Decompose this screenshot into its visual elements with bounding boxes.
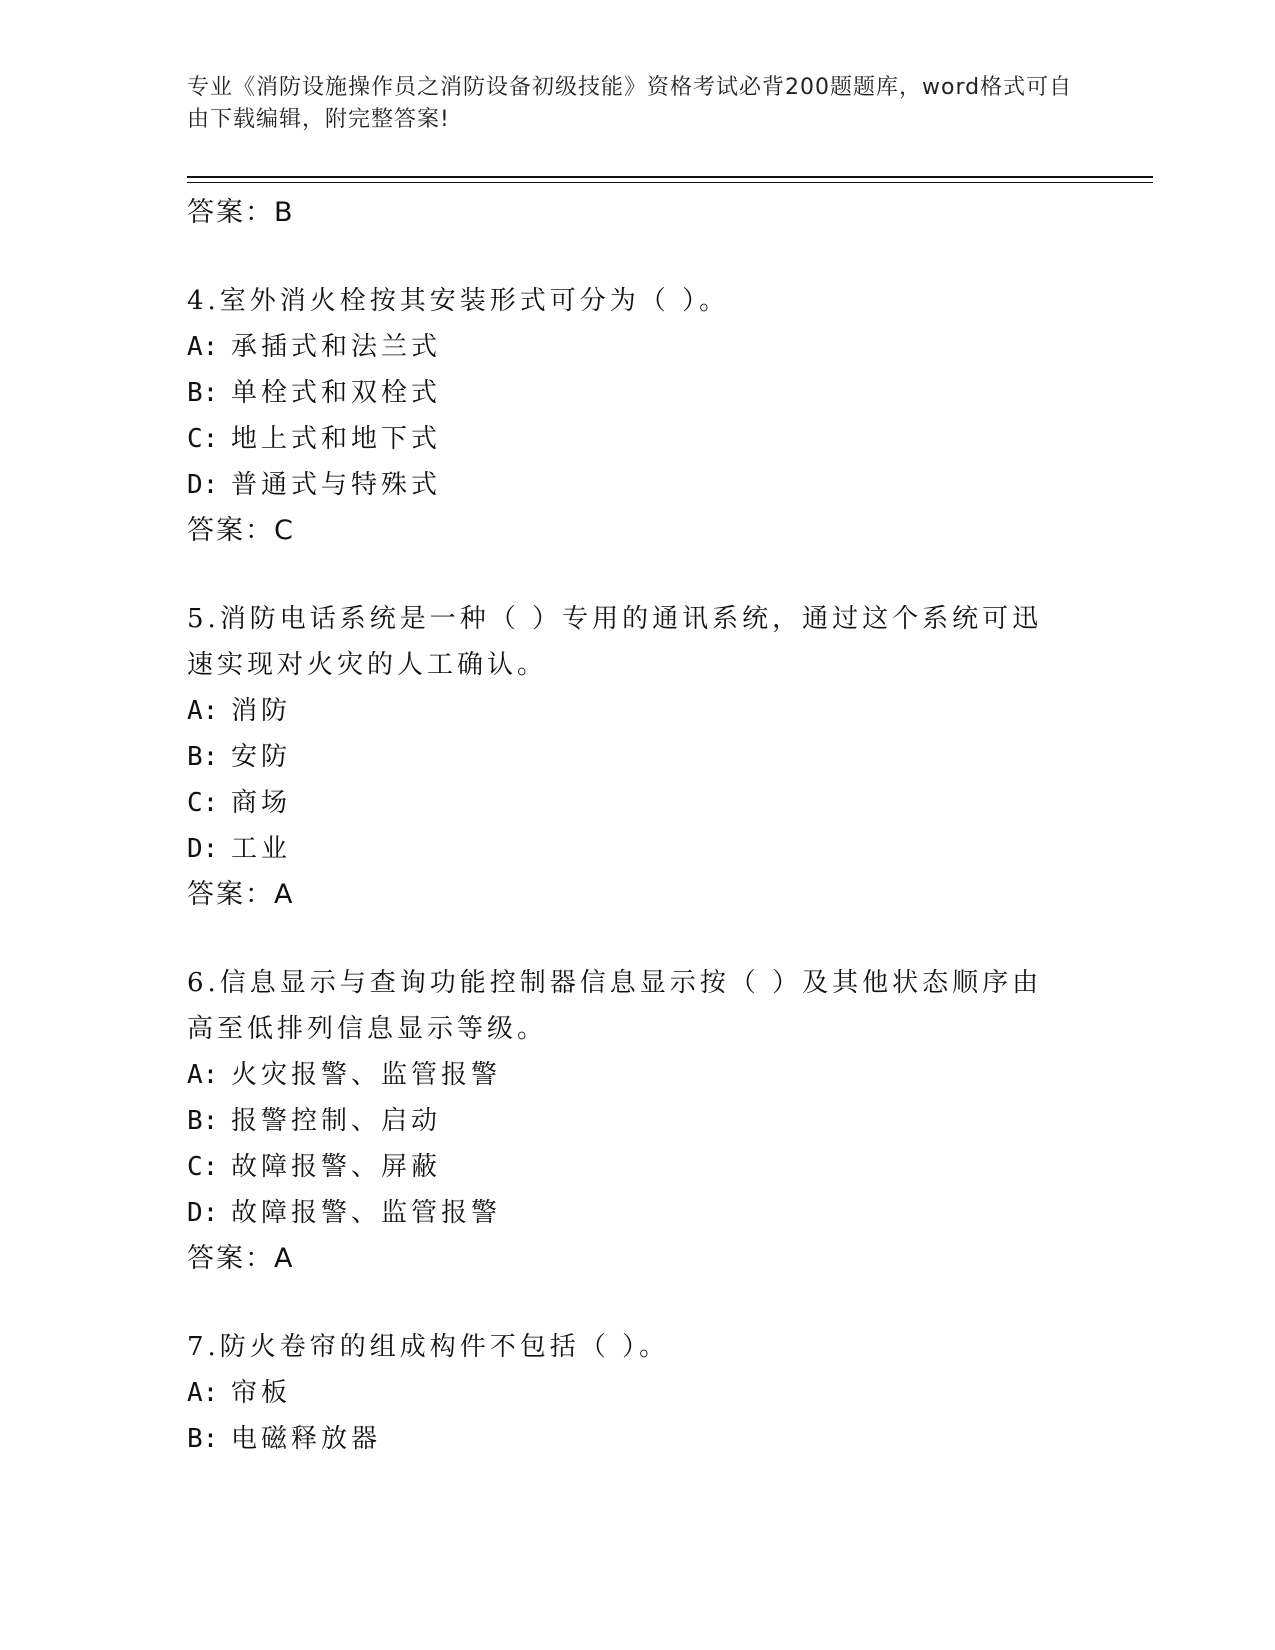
- option-d: [187, 1190, 1087, 1236]
- option-key: A:: [187, 696, 219, 726]
- option-key: C:: [187, 788, 219, 818]
- option-key: C:: [187, 1152, 219, 1182]
- question-stem: 4.室外消火栓按其安装形式可分为（ ）。: [187, 286, 730, 316]
- option-c: [187, 1144, 1087, 1190]
- option-text: 地上式和地下式: [231, 424, 442, 454]
- option-text: 电磁释放器: [231, 1424, 382, 1454]
- option-key: D:: [187, 1198, 219, 1228]
- option-text: 故障报警、监管报警: [231, 1198, 502, 1228]
- option-b: [187, 370, 1087, 416]
- option-d: [187, 462, 1087, 508]
- question-5: [187, 596, 1087, 918]
- answer-line: 答案：A: [187, 1243, 295, 1274]
- option-text: 故障报警、屏蔽: [231, 1152, 442, 1182]
- option-text: 普通式与特殊式: [231, 470, 442, 500]
- option-key: B:: [187, 378, 219, 408]
- option-text: 承插式和法兰式: [231, 332, 442, 362]
- option-text: 火灾报警、监管报警: [231, 1060, 502, 1090]
- option-a: [187, 1052, 1087, 1098]
- option-text: 单栓式和双栓式: [231, 378, 442, 408]
- option-key: A:: [187, 1378, 219, 1408]
- question-4: [187, 278, 1087, 554]
- option-text: 消防: [231, 696, 292, 726]
- question-stem: 7.防火卷帘的组成构件不包括（ ）。: [187, 1332, 670, 1362]
- question-6: [187, 960, 1087, 1282]
- option-key: A:: [187, 1060, 219, 1090]
- option-key: B:: [187, 1106, 219, 1136]
- option-c: [187, 416, 1087, 462]
- option-text: 报警控制、启动: [231, 1106, 442, 1136]
- option-b: [187, 734, 1087, 780]
- option-key: B:: [187, 742, 219, 772]
- answer-line-q3: 答案：B: [187, 197, 295, 228]
- answer-line: 答案：A: [187, 879, 295, 910]
- option-text: 工业: [231, 834, 292, 864]
- option-key: D:: [187, 834, 219, 864]
- option-b: [187, 1416, 1087, 1462]
- header-divider-thin: [187, 182, 1153, 183]
- option-text: 帘板: [231, 1378, 292, 1408]
- question-list: [187, 190, 1087, 1462]
- question-stem: 5.消防电话系统是一种（ ）专用的通讯系统，通过这个系统可迅速实现对火灾的人工确认。: [187, 604, 1043, 680]
- option-key: B:: [187, 1424, 219, 1454]
- option-text: 安防: [231, 742, 292, 772]
- question-7: [187, 1324, 1087, 1462]
- option-a: [187, 688, 1087, 734]
- option-text: 商场: [231, 788, 292, 818]
- header-divider-thick: [187, 176, 1153, 178]
- option-key: C:: [187, 424, 219, 454]
- question-stem: 6.信息显示与查询功能控制器信息显示按（ ）及其他状态顺序由高至低排列信息显示等级。: [187, 968, 1043, 1044]
- option-a: [187, 1370, 1087, 1416]
- answer-line: 答案：C: [187, 515, 295, 546]
- document-header: 专业《消防设施操作员之消防设备初级技能》资格考试必背200题题库，word格式可自由下载编辑，附完整答案!: [187, 75, 1073, 132]
- option-d: [187, 826, 1087, 872]
- option-b: [187, 1098, 1087, 1144]
- option-c: [187, 780, 1087, 826]
- option-key: D:: [187, 470, 219, 500]
- option-key: A:: [187, 332, 219, 362]
- option-a: [187, 324, 1087, 370]
